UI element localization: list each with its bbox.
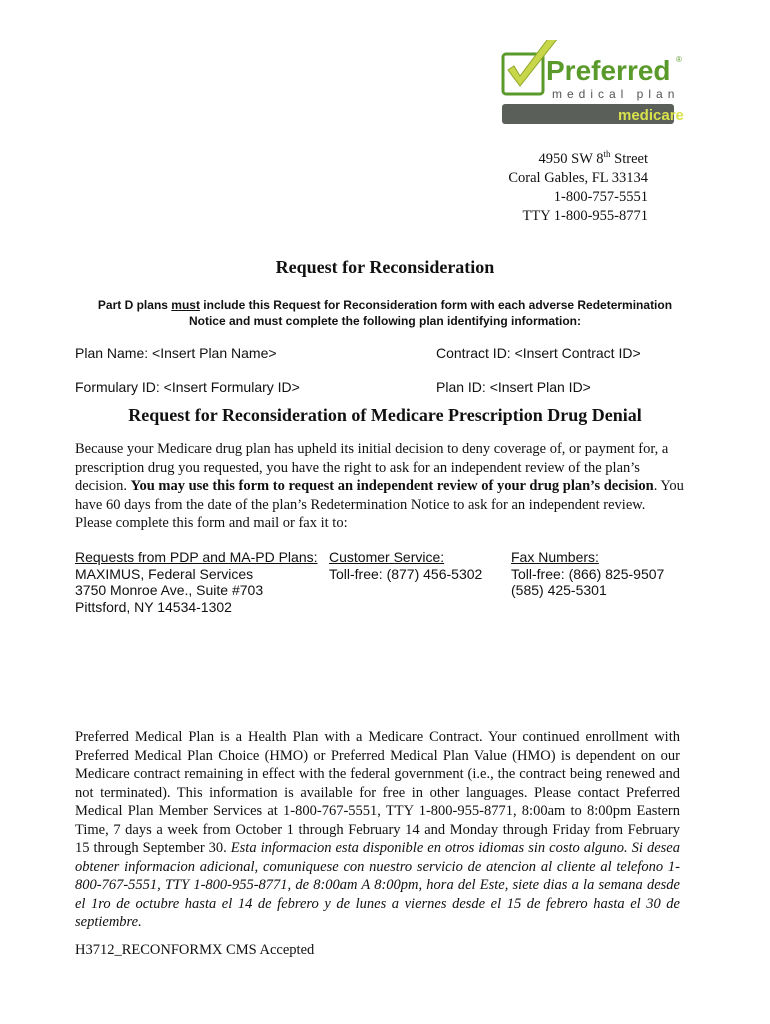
logo-sub-word: medical plan bbox=[552, 87, 680, 101]
logo-graphic bbox=[500, 40, 690, 126]
address-city: Coral Gables, FL 33134 bbox=[508, 169, 648, 186]
mail-header: Requests from PDP and MA-PD Plans: bbox=[75, 549, 318, 565]
mail-line: MAXIMUS, Federal Services bbox=[75, 565, 254, 582]
fax-line: Toll-free: (866) 825-9507 bbox=[511, 565, 665, 582]
form-code-footer: H3712_RECONFORMX CMS Accepted bbox=[75, 942, 315, 958]
contact-column-fax bbox=[511, 549, 664, 599]
plan-address bbox=[508, 145, 648, 226]
logo-badge-text: medicare bbox=[618, 107, 684, 124]
plan-id-field: Plan ID: <Insert Plan ID> bbox=[436, 379, 591, 395]
address-phone: 1-800-757-5551 bbox=[553, 188, 648, 205]
field-row-2 bbox=[75, 379, 695, 395]
mail-line: Pittsford, NY 14534-1302 bbox=[75, 598, 232, 615]
instructions-paragraph: Because your Medicare drug plan has upheld its initial decision to deny coverage of, or payment for, a prescription drug you requested, you have the right to ask for an independent review of the plan’s decision. You may use this form to request an independent review of your drug plan’s decision. You have 60 days from the date of the plan’s Redetermination Notice to ask for an independent review. Please complete this form and mail or fax it to: bbox=[75, 441, 684, 531]
contact-column-mail bbox=[75, 549, 318, 615]
form-title: Request for Reconsideration bbox=[275, 257, 495, 277]
fax-line: (585) 425-5301 bbox=[511, 582, 607, 598]
section-title: Request for Reconsideration of Medicare Prescription Drug Denial bbox=[128, 405, 642, 425]
address-tty: TTY 1-800-955-8771 bbox=[522, 207, 648, 224]
logo-brand-word: Preferred bbox=[546, 55, 671, 86]
registered-mark: ® bbox=[676, 55, 682, 64]
contract-id-field: Contract ID: <Insert Contract ID> bbox=[436, 345, 641, 361]
disclaimer-paragraph: Preferred Medical Plan is a Health Plan with a Medicare Contract. Your continued enrollment with Preferred Medical Plan Choice (HMO) or Preferred Medical Plan Value (HMO) is dependent on our Medicare contract remaining in effect with the federal government (i.e., the contract being renewed and not terminated). This information is available for free in other languages. Please contact Preferred Medical Plan Member Services at 1-800-767-5551, TTY 1-800-955-8771, 8:00am to 8:00pm Eastern Time, 7 days a week from October 1 through February 14 and Monday through Friday from February 15 through September 30. Esta informacion esta disponible en otros idiomas sin costo alguno. Si desea obtener informacion adicional, comuniquese con nuestro servicio de atencion al cliente al telefono 1-800-767-5551, TTY 1-800-955-8771, de 8:00am A 8:00pm, hora del Este, siete dias a la semana desde el 1ro de octubre hasta el 14 de febrero y de lunes a viernes desde el 15 de febrero hasta el 30 de septiembre. bbox=[75, 729, 680, 930]
address-street: 4950 SW 8th Street bbox=[538, 149, 648, 167]
fax-header: Fax Numbers: bbox=[511, 549, 599, 565]
customer-service-line: Toll-free: (877) 456-5302 bbox=[329, 565, 483, 582]
intro-instructions: Part D plans must include this Request for Reconsideration form with each adverse Redetermination Notice and must complete the following plan identifying information: bbox=[97, 298, 673, 328]
preferred-medical-plan-logo bbox=[500, 40, 690, 126]
plan-name-field: Plan Name: <Insert Plan Name> bbox=[75, 345, 277, 361]
formulary-id-field: Formulary ID: <Insert Formulary ID> bbox=[75, 379, 300, 395]
mail-line: 3750 Monroe Ave., Suite #703 bbox=[75, 582, 264, 598]
field-row-1 bbox=[75, 345, 695, 361]
contact-column-customer-service bbox=[329, 549, 482, 582]
customer-service-header: Customer Service: bbox=[329, 549, 445, 565]
